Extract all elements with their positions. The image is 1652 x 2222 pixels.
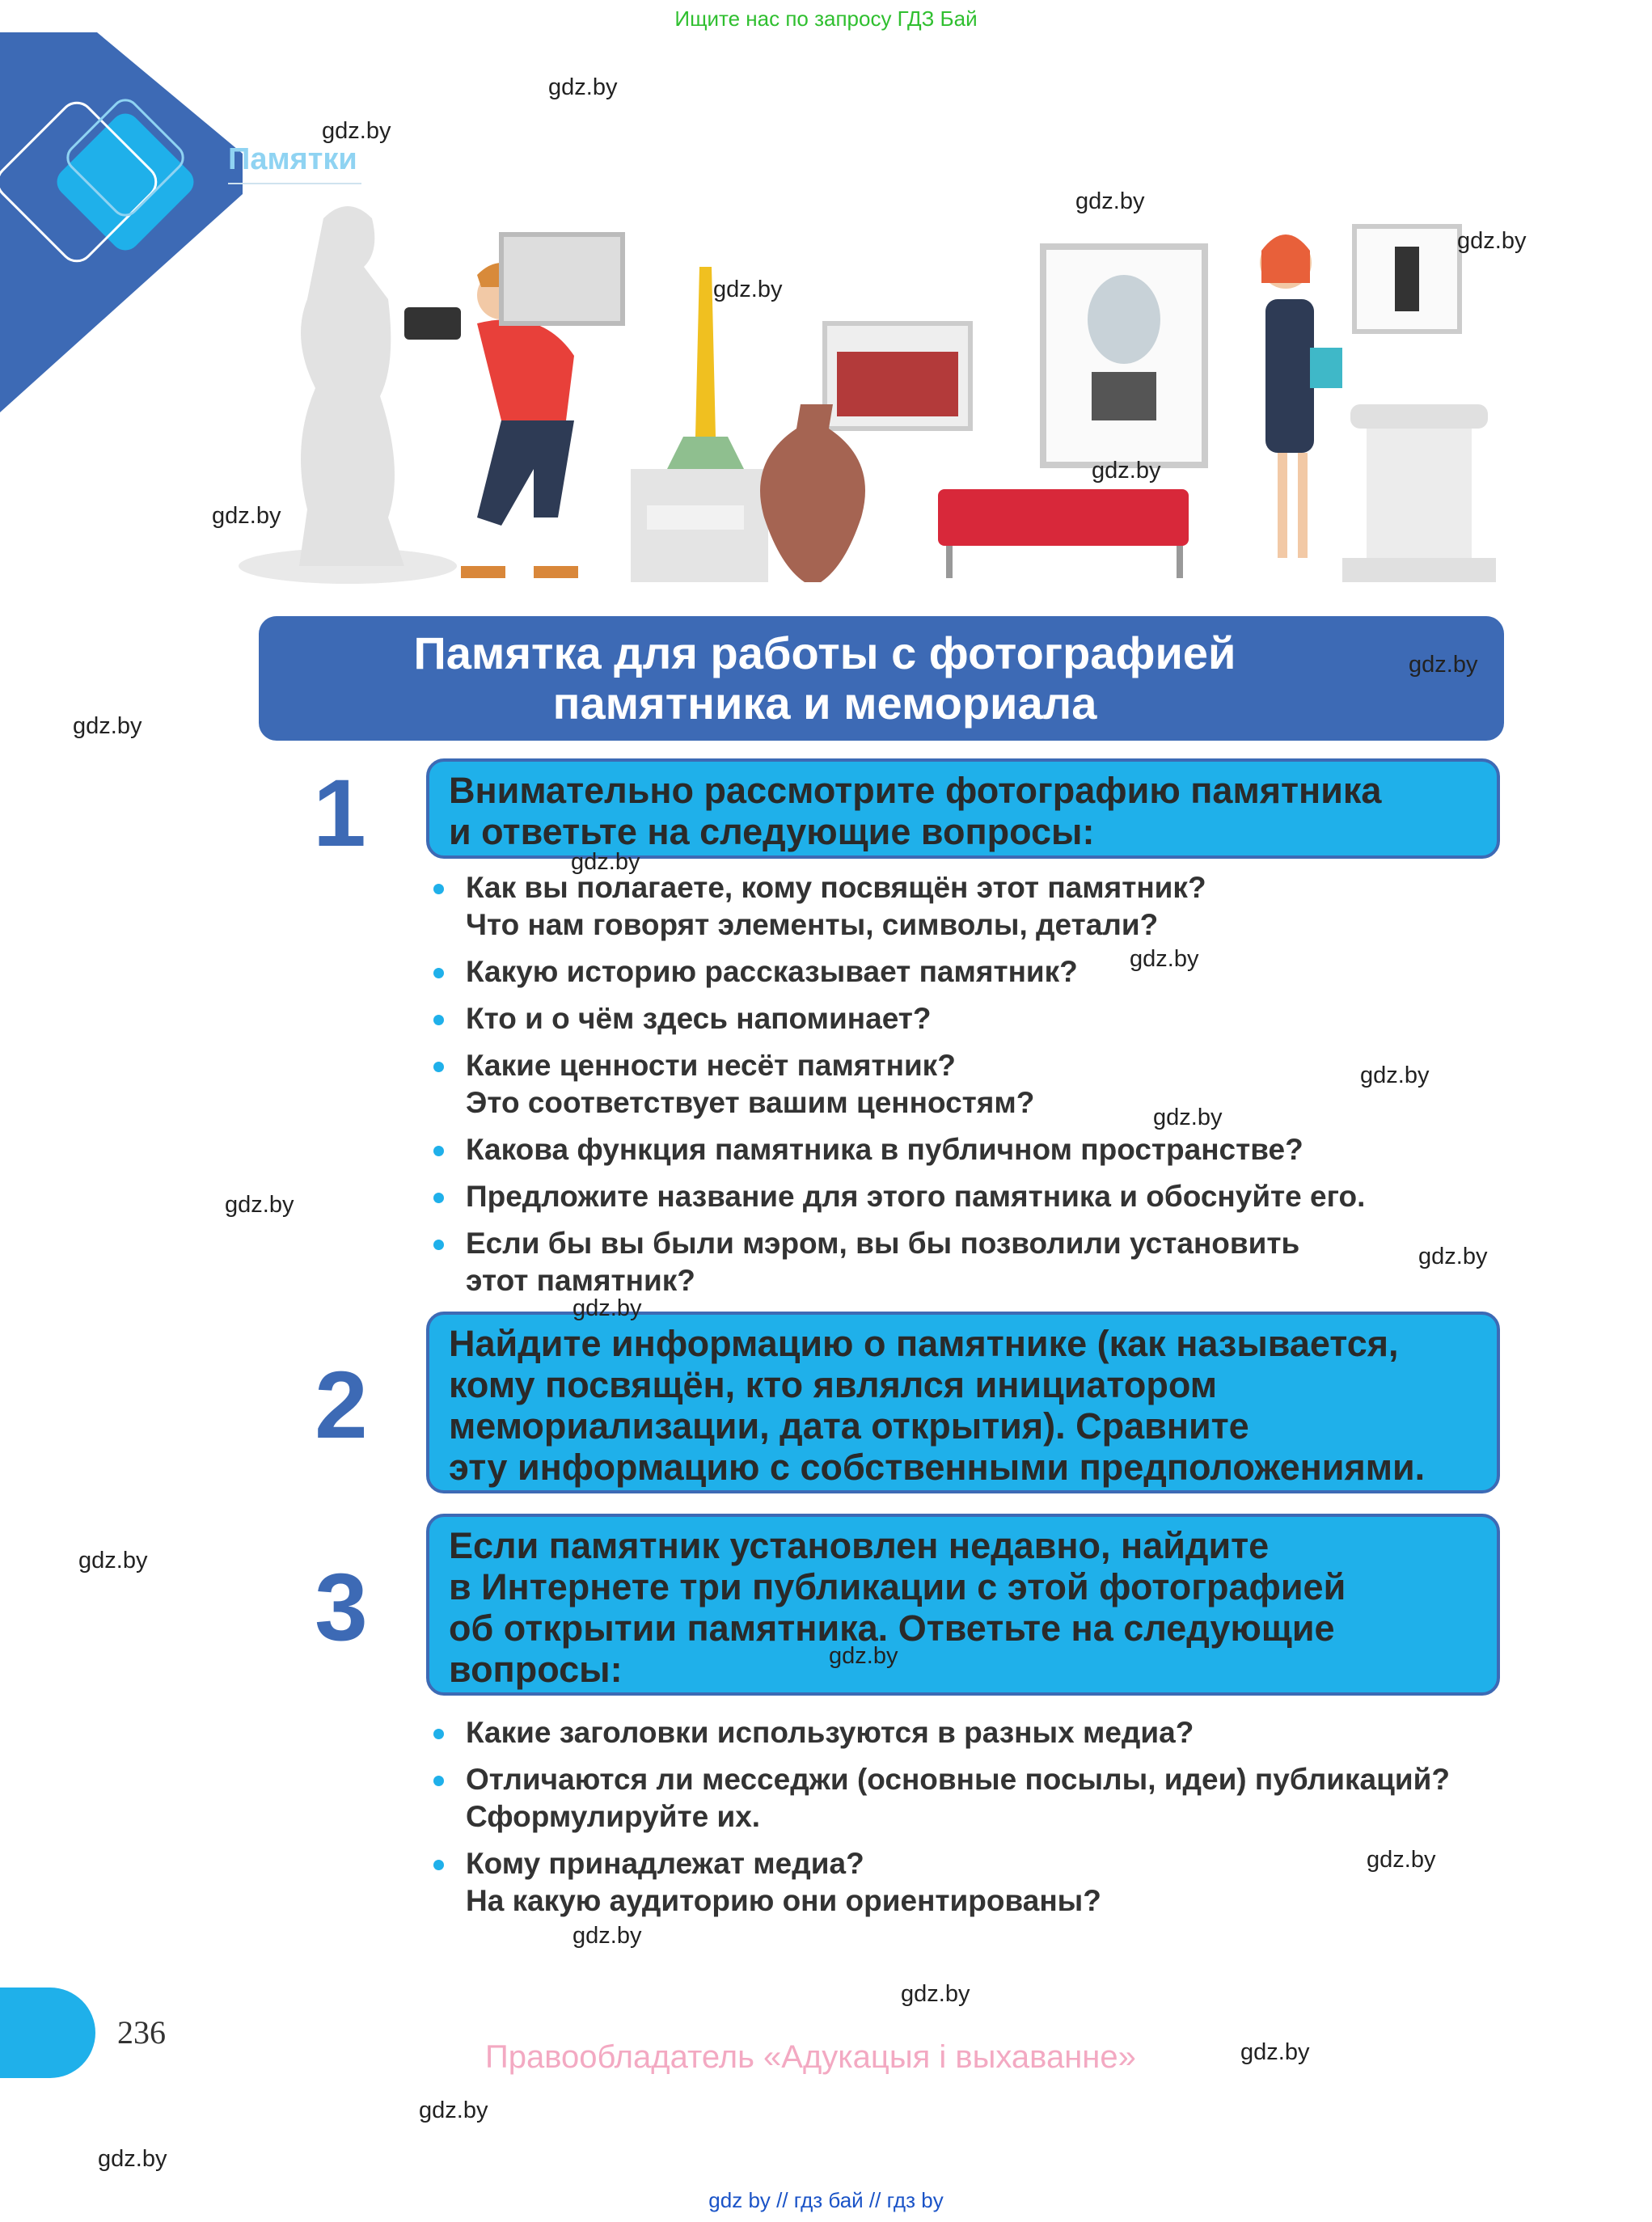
step-heading-line: Если памятник установлен недавно, найдите	[449, 1525, 1270, 1566]
watermark: gdz.by	[901, 1981, 970, 2007]
list-item-text: Предложите название для этого памятника и обоснуйте его.	[466, 1180, 1366, 1213]
step-heading-line: об открытии памятника. Ответьте на следующие	[449, 1607, 1335, 1649]
step-heading-line: вопросы:	[449, 1649, 623, 1690]
list-item-text: Что нам говорят элементы, символы, детали?	[466, 908, 1159, 941]
step-1-question-list	[429, 869, 1512, 1299]
step-heading-box	[426, 1312, 1500, 1493]
list-item-text: Сформулируйте их.	[466, 1800, 761, 1833]
silhouette-painting-icon	[1354, 226, 1460, 332]
step-heading-box	[426, 1514, 1500, 1696]
watermark: gdz.by	[571, 849, 640, 875]
step-number: 1	[313, 760, 366, 867]
page-tab	[0, 1988, 95, 2078]
list-item-text: Как вы полагаете, кому посвящён этот памятник?	[466, 871, 1206, 904]
title-banner	[259, 616, 1504, 741]
step-heading-line: мемориализации, дата открытия). Сравните	[449, 1405, 1249, 1447]
list-item-text: Кто и о чём здесь напоминает?	[466, 1002, 932, 1035]
step-heading-line: Найдите информацию о памятнике (как называется,	[449, 1323, 1399, 1364]
museum-illustration	[234, 186, 1512, 606]
step-heading-line: эту информацию с собственными предположениями.	[449, 1447, 1426, 1488]
list-item-text: Кому принадлежат медиа?	[466, 1847, 864, 1880]
watermark: gdz.by	[322, 118, 391, 144]
watermark: gdz.by	[1130, 946, 1199, 972]
list-item	[429, 1714, 1512, 1751]
fortress-painting-icon	[825, 323, 970, 429]
list-item	[429, 869, 1512, 944]
step-3-question-list	[429, 1714, 1512, 1920]
step-heading-line: и ответьте на следующие вопросы:	[449, 811, 1095, 852]
watermark: gdz.by	[1153, 1105, 1223, 1130]
list-item	[429, 953, 1512, 991]
list-item-text: Если бы вы были мэром, вы бы позволили установить	[466, 1227, 1300, 1260]
painting-icon	[501, 234, 623, 323]
list-item	[429, 1178, 1512, 1215]
bust-painting-icon	[1043, 247, 1205, 465]
top-banner: Ищите нас по запросу ГДЗ Бай	[674, 6, 978, 31]
watermark: gdz.by	[1092, 458, 1161, 484]
list-item	[429, 1225, 1512, 1299]
woman-icon	[1260, 234, 1342, 558]
footer-links[interactable]: gdz by // гдз бай // гдз by	[708, 2188, 944, 2212]
watermark: gdz.by	[419, 2097, 488, 2123]
corner-decoration	[0, 32, 243, 453]
list-item-text: На какую аудиторию они ориентированы?	[466, 1884, 1101, 1917]
list-item	[429, 1761, 1512, 1835]
title-line: Памятка для работы с фотографией	[413, 627, 1236, 678]
list-item	[429, 1047, 1512, 1122]
column-icon	[1342, 404, 1496, 582]
watermark: gdz.by	[572, 1295, 642, 1321]
list-item	[429, 1000, 1512, 1037]
list-item-text: этот памятник?	[466, 1264, 695, 1297]
section-label: Памятки	[228, 142, 357, 176]
watermark: gdz.by	[1240, 2039, 1310, 2065]
watermark: gdz.by	[713, 277, 783, 302]
list-item	[429, 1131, 1512, 1168]
list-item-text: Какую историю рассказывает памятник?	[466, 955, 1078, 988]
step-number: 3	[315, 1554, 368, 1661]
watermark: gdz.by	[73, 713, 142, 739]
step-heading-box	[426, 758, 1500, 859]
watermark: gdz.by	[78, 1548, 148, 1574]
step-heading-line: кому посвящён, кто являлся инициатором	[449, 1364, 1218, 1405]
watermark: gdz.by	[548, 74, 618, 100]
list-item-text: Отличаются ли месседжи (основные посылы, идеи) публикаций?	[466, 1763, 1450, 1796]
watermark: gdz.by	[212, 503, 281, 529]
bench-icon	[938, 489, 1189, 578]
watermark: gdz.by	[1409, 652, 1478, 678]
list-item-text: Какие ценности несёт памятник?	[466, 1049, 956, 1082]
list-item-text: Это соответствует вашим ценностям?	[466, 1086, 1035, 1119]
step-number: 2	[315, 1352, 368, 1459]
list-item-text: Какие заголовки используются в разных медиа?	[466, 1716, 1194, 1749]
watermark: gdz.by	[1457, 228, 1527, 254]
watermark: gdz.by	[572, 1923, 642, 1949]
obelisk-icon	[631, 267, 768, 582]
watermark: gdz.by	[225, 1192, 294, 1218]
watermark: gdz.by	[1418, 1244, 1488, 1269]
list-item-text: Какова функция памятника в публичном пространстве?	[466, 1133, 1303, 1166]
watermark: gdz.by	[1075, 188, 1145, 214]
watermark: gdz.by	[1367, 1847, 1436, 1873]
copyright-notice: Правообладатель «Адукацыя і выхаванне»	[485, 2039, 1136, 2075]
page-number: 236	[117, 2014, 166, 2051]
watermark: gdz.by	[98, 2146, 167, 2172]
step-heading-line: в Интернете три публикации с этой фотографией	[449, 1566, 1346, 1607]
step-heading-line: Внимательно рассмотрите фотографию памятника	[449, 770, 1382, 811]
list-item	[429, 1845, 1512, 1920]
watermark: gdz.by	[1360, 1062, 1430, 1088]
title-line: памятника и мемориала	[552, 678, 1097, 729]
section-label-rule	[228, 183, 361, 184]
watermark: gdz.by	[829, 1643, 898, 1669]
